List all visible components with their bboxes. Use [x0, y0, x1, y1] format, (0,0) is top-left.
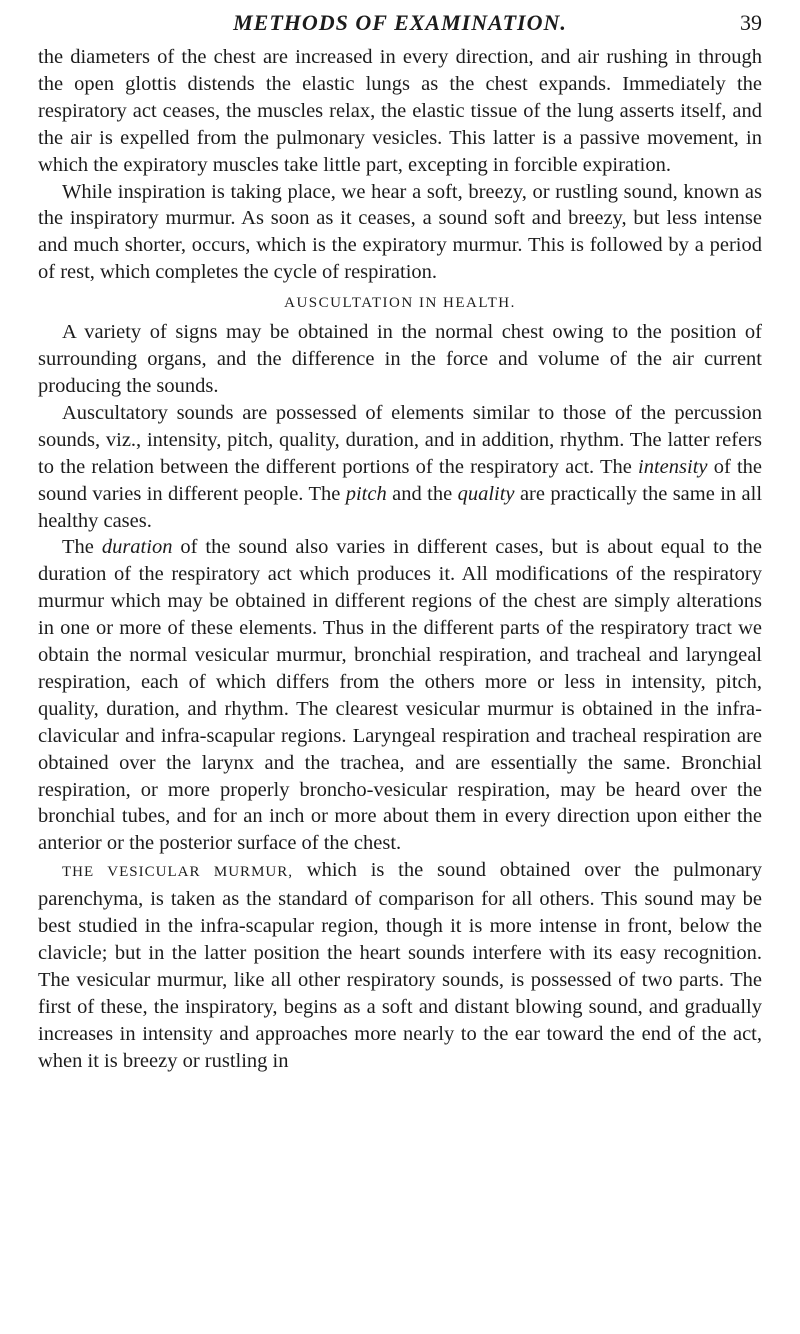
term-vesicular-murmur: THE VESICULAR MURMUR, [62, 864, 293, 881]
text-the-2: The [308, 482, 341, 505]
text-the: The [599, 455, 632, 478]
running-title: METHODS OF EXAMINATION. [233, 10, 567, 35]
text-duration-body: of the sound also varies in different cases, but is about equal to the duration of the respiratory act which produces it. All modifications of the respiratory murmur which may be obtained in different regions of the chest are simply alterations in one or more of these elements. Thus in the different parts of the respiratory tract we obtain the normal vesicular murmur, bronchial respiration, and tracheal and laryngeal respiration, each of which differs from the others more or less in intensity, pitch, quality, duration, and rhythm. The clearest vesicular murmur is obtained in the infra-clavicular and infra-scapular regions. Laryngeal respiration and tracheal respiration are obtained over the larynx and the trachea, and are essentially the same. Bronchial respiration, or more properly broncho-vesicular respiration, may be heard over the bronchial tubes, and for an inch or more about them in every direction upon either the anterior or the posterior surface of the chest. [38, 536, 763, 855]
paragraph-continuation: the diameters of the chest are increased in every direction, and air rushing in through the open glottis distends the elastic lungs as the chest expands. Immediately the respiratory act ceases, the muscles relax, the elastic tissue of the lung asserts itself, and the air is expelled from the pulmonary vesicles. This latter is a passive movement, in which the expiratory muscles take little part, excepting in forcible expiration. [38, 46, 762, 176]
body-text [38, 44, 762, 1075]
text-elements: Auscultatory sounds are possessed of elements similar to those of the percussion sounds, viz., intensity, pitch, quality, duration, and in addition, rhythm. The latter refers to the relation between the different portions of the respiratory act. [38, 401, 762, 478]
text-the-3: The [62, 536, 94, 559]
term-duration: duration [101, 536, 173, 559]
term-intensity: intensity [638, 455, 708, 478]
text-vesicular-body: which is the sound obtained over the pulmonary parenchyma, is taken as the standard of comparison for all others. This sound may be best studied in the infra-scapular region, though it is more intense in front, below the clavicle; but in the latter position the heart sounds interfere with its easy recognition. The vesicular murmur, like all other respiratory sounds, is possessed of two parts. The first of these, the inspiratory, begins as a soft and distant blowing sound, and gradually increases in intensity and approaches more nearly to the ear toward the end of the act, when it is breezy or rustling in [38, 859, 763, 1072]
section-heading: AUSCULTATION IN HEALTH. [284, 295, 516, 312]
text-varies: of the sound varies in different people. [38, 455, 762, 505]
term-pitch: pitch [345, 482, 387, 505]
paragraph-auscultatory-sounds [38, 400, 762, 535]
paragraph-inspiration: While inspiration is taking place, we hear a soft, breezy, or rustling sound, known as the inspiratory murmur. As soon as it ceases, a sound soft and breezy, but less intense and much shorter, occurs, which is the expiratory murmur. This is followed by a period of rest, which completes the cycle of respiration. [38, 180, 762, 284]
term-quality: quality [457, 482, 515, 505]
running-header [38, 0, 762, 40]
paragraph-variety-of-signs: A variety of signs may be obtained in the normal chest owing to the position of surrounding organs, and the difference in the force and volume of the air current producing the sounds. [38, 321, 762, 397]
text-same: are practically the same in all healthy cases. [38, 482, 763, 532]
text-and-the: and the [392, 482, 453, 505]
paragraph-duration [38, 534, 762, 857]
page-number: 39 [740, 10, 762, 35]
paragraph-vesicular-murmur [38, 857, 762, 1074]
